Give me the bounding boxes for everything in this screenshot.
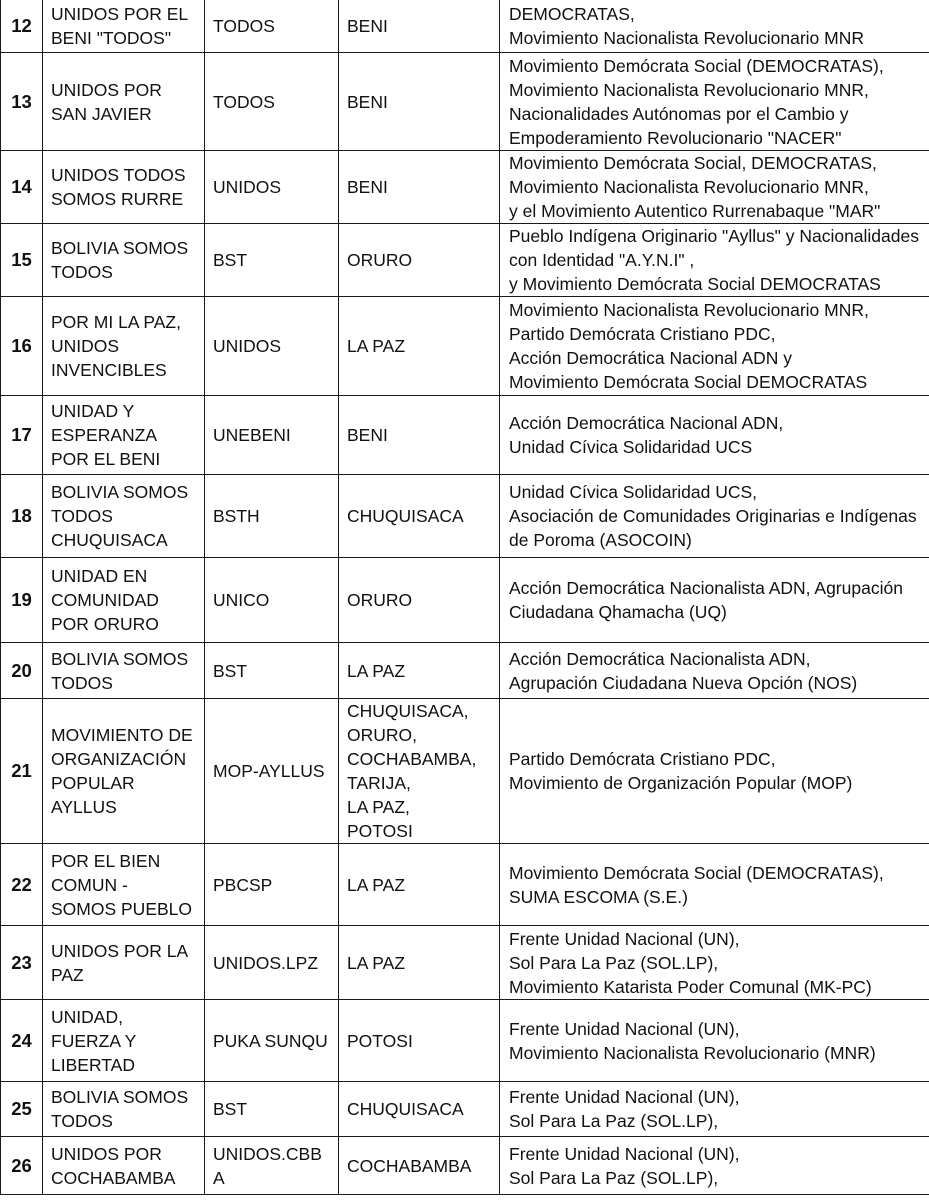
alliances-table-body <box>1 0 929 1195</box>
alliance-acronym: BSTH <box>205 475 339 558</box>
alliance-name: UNIDOS POR LA PAZ <box>43 926 205 1000</box>
row-number: 13 <box>1 53 43 151</box>
row-number: 22 <box>1 844 43 926</box>
alliance-name: UNIDOS POR EL BENI "TODOS" <box>43 0 205 53</box>
member-parties: Acción Democrática Nacionalista ADN, Agrupación Ciudadana Nueva Opción (NOS) <box>500 643 929 699</box>
alliance-acronym: UNIDOS.LPZ <box>205 926 339 1000</box>
alliance-name: BOLIVIA SOMOS TODOS <box>43 643 205 699</box>
table-row <box>1 224 929 297</box>
row-number: 16 <box>1 297 43 396</box>
department: LA PAZ <box>339 844 500 926</box>
table-row <box>1 151 929 224</box>
member-parties: Movimiento Nacionalista Revolucionario MNR, Partido Demócrata Cristiano PDC, Acción Democrática Nacional ADN y Movimiento Demócrata Social DEMOCRATAS <box>500 297 929 396</box>
row-number: 18 <box>1 475 43 558</box>
alliance-acronym: PUKA SUNQU <box>205 1000 339 1082</box>
department: BENI <box>339 53 500 151</box>
alliance-acronym: UNIDOS.CBB A <box>205 1137 339 1195</box>
alliance-name: UNIDAD Y ESPERANZA POR EL BENI <box>43 396 205 475</box>
alliance-name: BOLIVIA SOMOS TODOS <box>43 224 205 297</box>
department: POTOSI <box>339 1000 500 1082</box>
table-row <box>1 558 929 643</box>
row-number: 14 <box>1 151 43 224</box>
table-row <box>1 0 929 53</box>
alliance-name: POR EL BIEN COMUN - SOMOS PUEBLO <box>43 844 205 926</box>
alliance-name: UNIDOS TODOS SOMOS RURRE <box>43 151 205 224</box>
member-parties: Movimiento Demócrata Social (DEMOCRATAS), SUMA ESCOMA (S.E.) <box>500 844 929 926</box>
alliance-name: UNIDOS POR SAN JAVIER <box>43 53 205 151</box>
department: ORURO <box>339 224 500 297</box>
member-parties: Unidad Cívica Solidaridad UCS, Asociación de Comunidades Originarias e Indígenas de Poroma (ASOCOIN) <box>500 475 929 558</box>
department: BENI <box>339 151 500 224</box>
department: ORURO <box>339 558 500 643</box>
table-row <box>1 699 929 844</box>
member-parties: Partido Demócrata Cristiano PDC, Movimiento de Organización Popular (MOP) <box>500 699 929 844</box>
row-number: 19 <box>1 558 43 643</box>
department: CHUQUISACA <box>339 475 500 558</box>
alliance-acronym: UNIDOS <box>205 297 339 396</box>
row-number: 23 <box>1 926 43 1000</box>
member-parties: Frente Unidad Nacional (UN), Sol Para La Paz (SOL.LP), <box>500 1137 929 1195</box>
alliance-name: POR MI LA PAZ, UNIDOS INVENCIBLES <box>43 297 205 396</box>
table-row <box>1 844 929 926</box>
department: BENI <box>339 396 500 475</box>
member-parties: Frente Unidad Nacional (UN), Sol Para La Paz (SOL.LP), Movimiento Katarista Poder Comunal (MK-PC) <box>500 926 929 1000</box>
table-row <box>1 1000 929 1082</box>
table-row <box>1 475 929 558</box>
department: LA PAZ <box>339 643 500 699</box>
row-number: 12 <box>1 0 43 53</box>
alliance-acronym: BST <box>205 643 339 699</box>
table-row <box>1 53 929 151</box>
table-row <box>1 1137 929 1195</box>
member-parties: Frente Unidad Nacional (UN), Movimiento Nacionalista Revolucionario (MNR) <box>500 1000 929 1082</box>
row-number: 24 <box>1 1000 43 1082</box>
table-row <box>1 926 929 1000</box>
alliance-acronym: TODOS <box>205 53 339 151</box>
row-number: 17 <box>1 396 43 475</box>
member-parties: DEMOCRATAS, Movimiento Nacionalista Revolucionario MNR <box>500 0 929 53</box>
row-number: 25 <box>1 1082 43 1137</box>
department: LA PAZ <box>339 926 500 1000</box>
alliance-acronym: TODOS <box>205 0 339 53</box>
alliance-acronym: UNEBENI <box>205 396 339 475</box>
table-row <box>1 1082 929 1137</box>
alliance-acronym: PBCSP <box>205 844 339 926</box>
department: CHUQUISACA <box>339 1082 500 1137</box>
member-parties: Movimiento Demócrata Social (DEMOCRATAS), Movimiento Nacionalista Revolucionario MNR, Nacionalidades Autónomas por el Cambio y Empoderamiento Revolucionario "NACER" <box>500 53 929 151</box>
department: CHUQUISACA, ORURO, COCHABAMBA, TARIJA, LA PAZ, POTOSI <box>339 699 500 844</box>
alliance-name: UNIDAD, FUERZA Y LIBERTAD <box>43 1000 205 1082</box>
department: BENI <box>339 0 500 53</box>
row-number: 26 <box>1 1137 43 1195</box>
alliance-name: UNIDAD EN COMUNIDAD POR ORURO <box>43 558 205 643</box>
alliance-name: UNIDOS POR COCHABAMBA <box>43 1137 205 1195</box>
member-parties: Frente Unidad Nacional (UN), Sol Para La Paz (SOL.LP), <box>500 1082 929 1137</box>
alliance-acronym: UNICO <box>205 558 339 643</box>
table-row <box>1 396 929 475</box>
row-number: 21 <box>1 699 43 844</box>
member-parties: Acción Democrática Nacional ADN, Unidad Cívica Solidaridad UCS <box>500 396 929 475</box>
member-parties: Movimiento Demócrata Social, DEMOCRATAS, Movimiento Nacionalista Revolucionario MNR, y el Movimiento Autentico Rurrenabaque "MAR" <box>500 151 929 224</box>
member-parties: Acción Democrática Nacionalista ADN, Agrupación Ciudadana Qhamacha (UQ) <box>500 558 929 643</box>
table-row <box>1 643 929 699</box>
table-row <box>1 297 929 396</box>
alliance-acronym: BST <box>205 224 339 297</box>
alliance-name: MOVIMIENTO DE ORGANIZACIÓN POPULAR AYLLUS <box>43 699 205 844</box>
alliance-acronym: BST <box>205 1082 339 1137</box>
alliance-acronym: MOP-AYLLUS <box>205 699 339 844</box>
alliance-name: BOLIVIA SOMOS TODOS CHUQUISACA <box>43 475 205 558</box>
member-parties: Pueblo Indígena Originario "Ayllus" y Nacionalidades con Identidad "A.Y.N.I" , y Movimiento Demócrata Social DEMOCRATAS <box>500 224 929 297</box>
department: COCHABAMBA <box>339 1137 500 1195</box>
department: LA PAZ <box>339 297 500 396</box>
alliance-name: BOLIVIA SOMOS TODOS <box>43 1082 205 1137</box>
alliance-acronym: UNIDOS <box>205 151 339 224</box>
row-number: 20 <box>1 643 43 699</box>
row-number: 15 <box>1 224 43 297</box>
